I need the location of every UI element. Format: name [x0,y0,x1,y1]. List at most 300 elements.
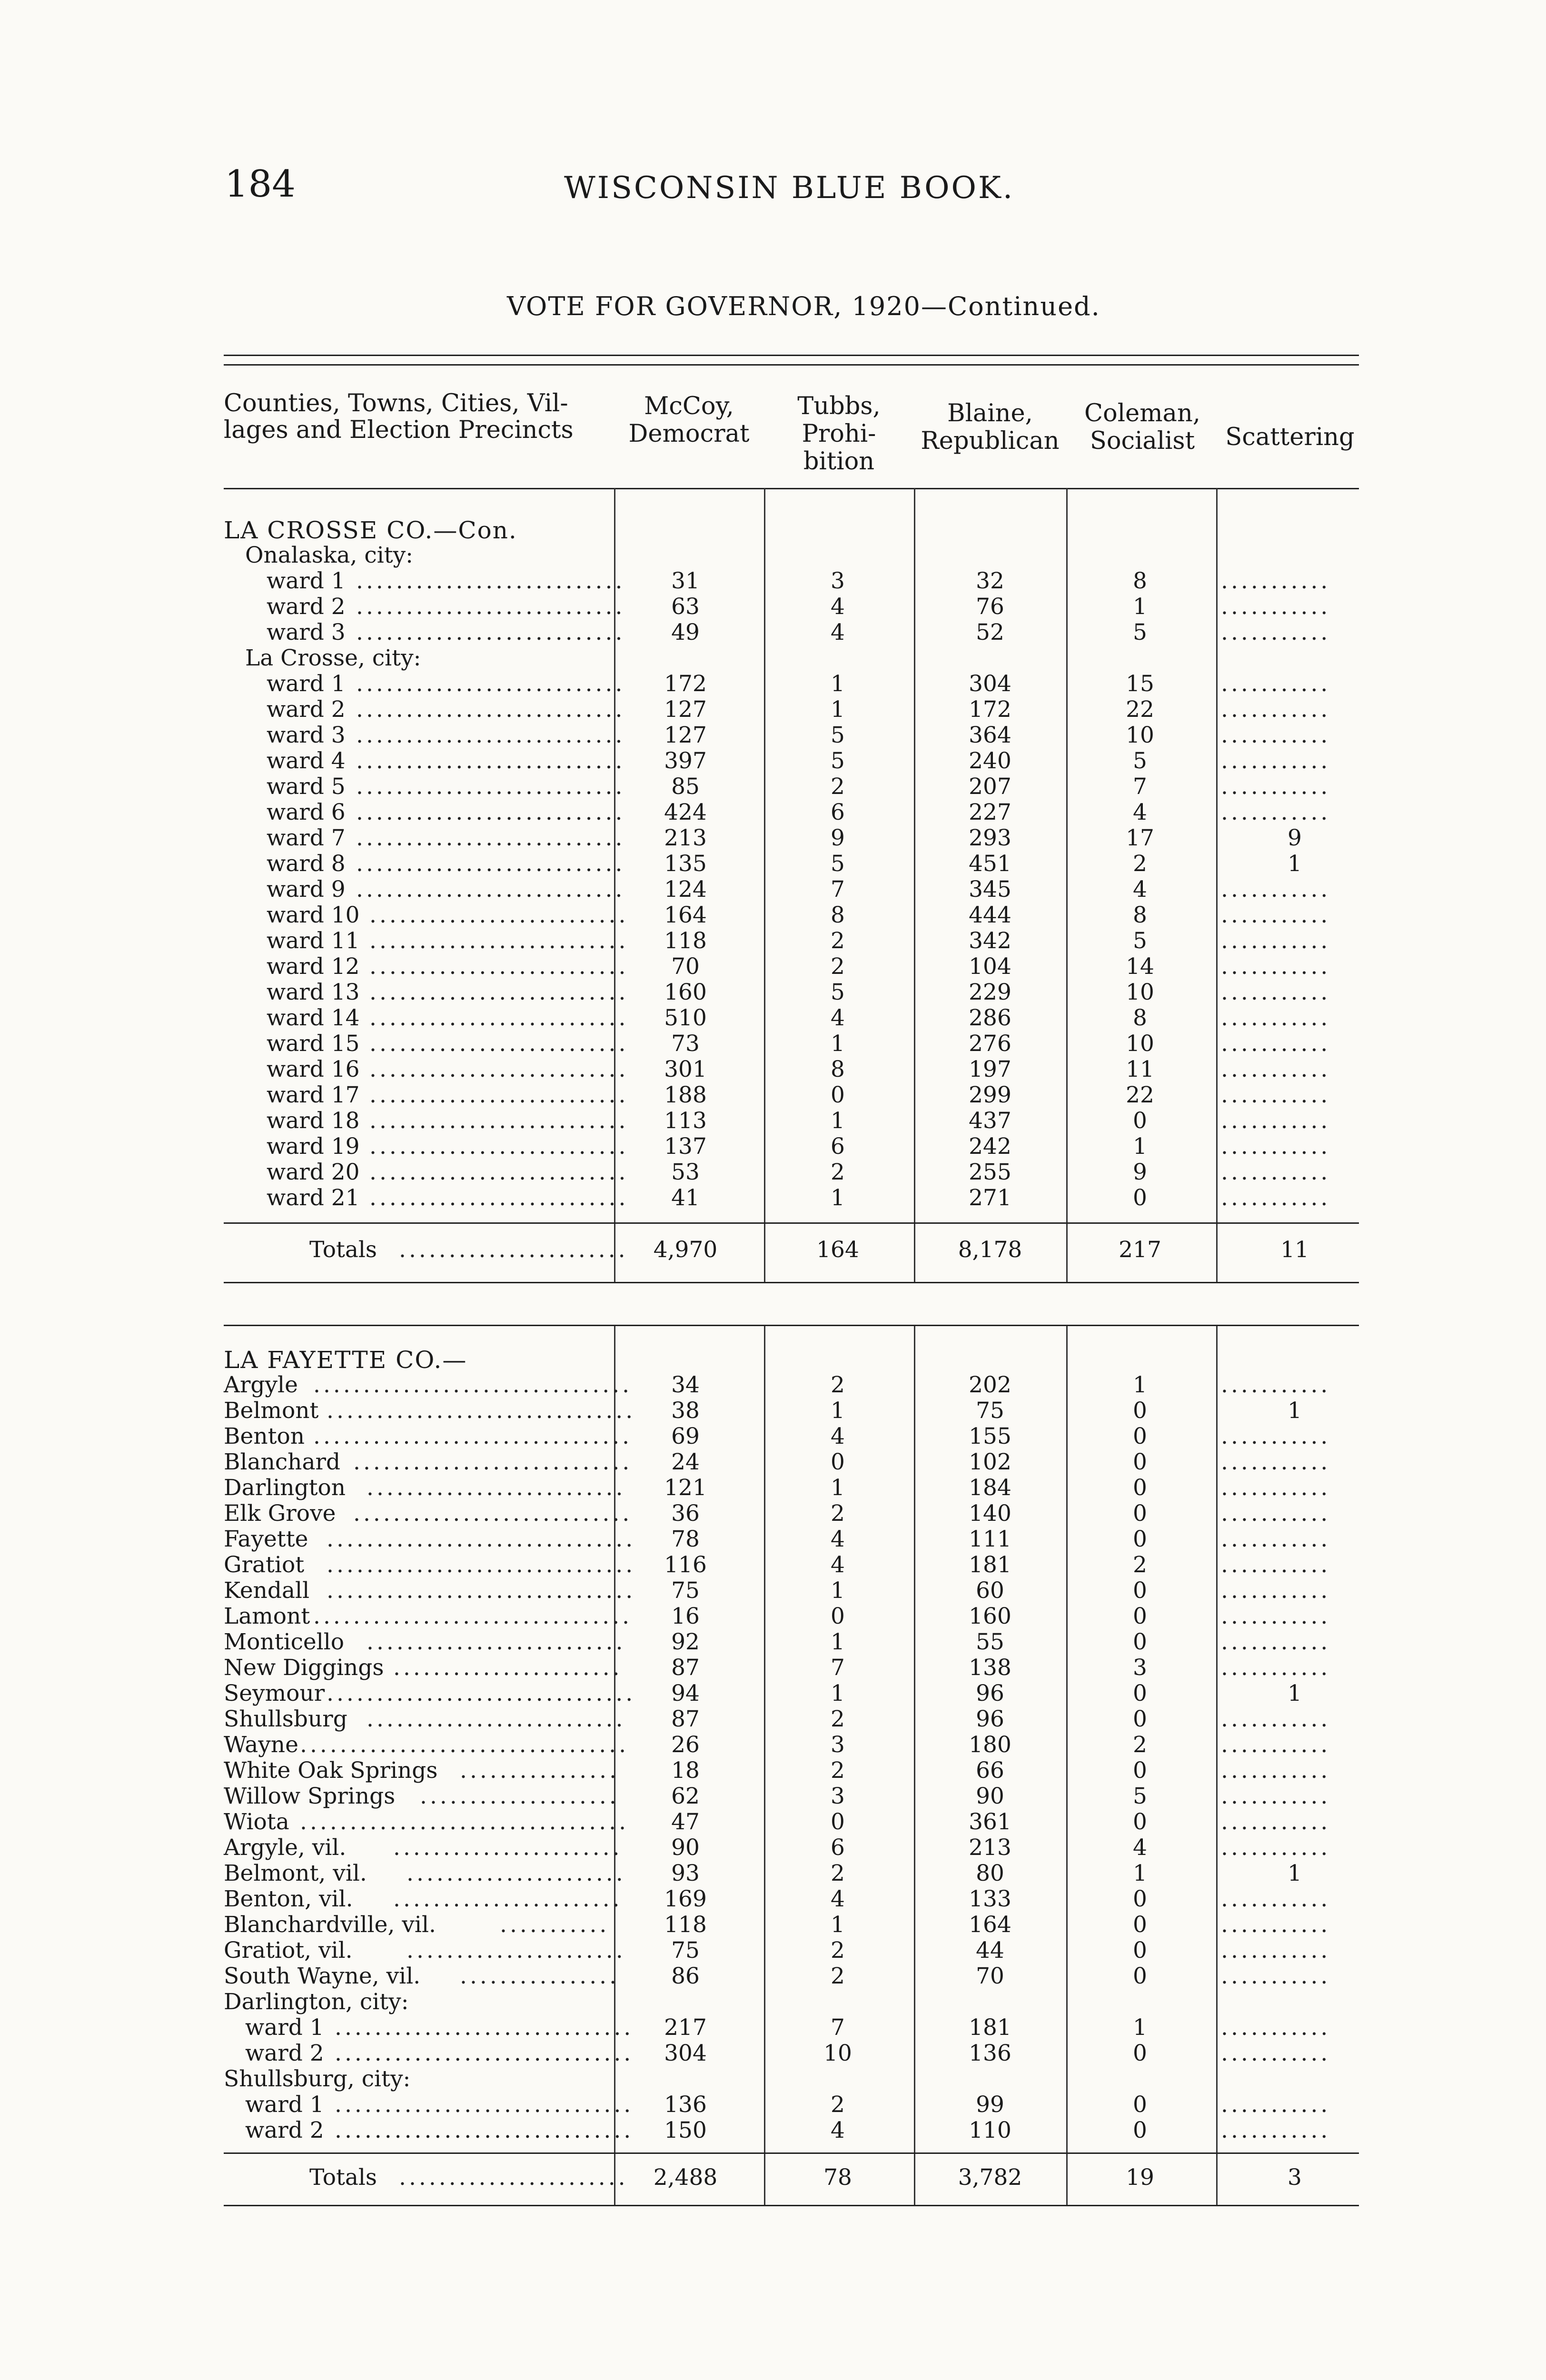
row-label: Monticello [224,1629,345,1655]
totals-row [0,1237,1546,1262]
cell-tubbs: 4 [831,1886,845,1912]
cell-coleman: 5 [1133,619,1147,645]
cell-blaine: 44 [976,1937,1004,1964]
cell-scattering-dots: ........... [1221,696,1331,723]
row-label: ward 16 [267,1056,360,1082]
cell-mccoy: 63 [671,594,700,620]
cell-tubbs: 3 [831,1783,845,1809]
table-row [0,568,1546,594]
cell-mccoy: 87 [671,1706,700,1732]
row-label: ward 14 [267,1005,360,1031]
row-label: ward 9 [267,876,346,902]
leader-dots: ................................ [313,1603,633,1629]
column-header-place: Counties, Towns, Cities, Vil- lages and Election Precincts [224,389,574,444]
cell-coleman: 11 [1126,1056,1154,1082]
cell-scattering: 1 [1288,851,1302,877]
cell-mccoy: 164 [664,902,707,928]
row-label: ward 19 [267,1133,360,1160]
cell-mccoy: 2,488 [653,2164,718,2191]
cell-scattering-dots: ........... [1221,1809,1331,1835]
table-row [0,1835,1546,1860]
cell-blaine: 304 [969,671,1011,697]
cell-blaine: 242 [969,1133,1011,1160]
cell-mccoy: 397 [664,748,707,774]
cell-coleman: 7 [1133,774,1147,800]
column-header-blaine: Blaine, Republican [921,399,1060,455]
cell-blaine: 437 [969,1108,1011,1134]
cell-mccoy: 135 [664,851,707,877]
cell-mccoy: 16 [671,1603,700,1629]
table-row [0,1031,1546,1056]
cell-tubbs: 0 [831,1603,845,1629]
cell-blaine: 3,782 [958,2164,1022,2191]
table-row [0,696,1546,722]
table-row [0,542,1546,568]
cell-scattering-dots: ........... [1221,1031,1331,1057]
table-row [0,1133,1546,1159]
cell-tubbs: 2 [831,1500,845,1527]
row-label: South Wayne, vil. [224,1963,421,1989]
cell-blaine: 102 [969,1449,1011,1475]
running-head: WISCONSIN BLUE BOOK. [564,170,1015,206]
cell-blaine: 172 [969,696,1011,723]
cell-mccoy: 53 [671,1159,700,1185]
row-label: Gratiot [224,1552,305,1578]
totals-rule [224,1222,1359,1224]
leader-dots: .......................... [369,979,629,1005]
table-row [0,799,1546,825]
table-row [0,1963,1546,1989]
cell-scattering-dots: ........... [1221,1133,1331,1160]
table-row [0,1886,1546,1912]
cell-scattering-dots: ........... [1221,1577,1331,1604]
cell-scattering-dots: ........... [1221,1732,1331,1758]
cell-coleman: 4 [1133,876,1147,902]
table-row [0,1082,1546,1108]
cell-mccoy: 113 [664,1108,707,1134]
row-label: Blanchard [224,1449,341,1475]
leader-dots: ................ [460,1757,620,1784]
cell-coleman: 0 [1133,2092,1147,2118]
cell-blaine: 229 [969,979,1011,1005]
table-row [0,1423,1546,1449]
cell-mccoy: 38 [671,1398,700,1424]
cell-tubbs: 2 [831,1372,845,1398]
cell-scattering-dots: ........... [1221,1056,1331,1082]
leader-dots: .......................... [369,902,629,928]
cell-tubbs: 2 [831,774,845,800]
cell-coleman: 22 [1126,1082,1154,1108]
table-row [0,1603,1546,1629]
cell-mccoy: 24 [671,1449,700,1475]
cell-scattering-dots: ........... [1221,1552,1331,1578]
row-label: ward 17 [267,1082,360,1108]
cell-tubbs: 7 [831,2014,845,2041]
table-row [0,1500,1546,1526]
cell-mccoy: 136 [664,2092,707,2118]
cell-coleman: 0 [1133,1757,1147,1784]
cell-tubbs: 6 [831,1835,845,1861]
cell-scattering-dots: ........... [1221,2014,1331,2041]
cell-blaine: 451 [969,851,1011,877]
cell-coleman: 8 [1133,568,1147,594]
cell-tubbs: 2 [831,953,845,980]
row-label: Blanchardville, vil. [224,1912,436,1938]
cell-coleman: 0 [1133,1706,1147,1732]
table-caption: VOTE FOR GOVERNOR, 1920—Continued. [507,291,1100,321]
cell-coleman: 0 [1133,1603,1147,1629]
cell-tubbs: 10 [823,2040,852,2066]
cell-blaine: 345 [969,876,1011,902]
cell-blaine: 136 [969,2040,1011,2066]
row-label: Belmont [224,1398,319,1424]
cell-tubbs: 4 [831,619,845,645]
cell-coleman: 2 [1133,1732,1147,1758]
row-label: Onalaska, city: [245,542,414,568]
leader-dots: .................... [420,1783,619,1809]
row-label: Argyle [224,1372,298,1398]
cell-mccoy: 31 [671,568,700,594]
row-label: Totals [309,2164,377,2191]
cell-tubbs: 5 [831,851,845,877]
table-row [0,1989,1546,2014]
cell-scattering-dots: ........... [1221,1937,1331,1964]
cell-coleman: 9 [1133,1159,1147,1185]
cell-mccoy: 304 [664,2040,707,2066]
cell-blaine: 90 [976,1783,1004,1809]
cell-tubbs: 2 [831,1937,845,1964]
cell-coleman: 0 [1133,1937,1147,1964]
cell-tubbs: 3 [831,1732,845,1758]
table-end-rule [224,2205,1359,2206]
row-label: ward 1 [267,671,346,697]
column-header-scattering: Scattering [1225,423,1355,451]
cell-tubbs: 2 [831,1159,845,1185]
cell-mccoy: 26 [671,1732,700,1758]
cell-blaine: 286 [969,1005,1011,1031]
row-label: Benton [224,1423,305,1449]
table-row [0,774,1546,799]
cell-coleman: 0 [1133,1398,1147,1424]
cell-scattering-dots: ........... [1221,1835,1331,1861]
leader-dots: ........................... [356,799,625,825]
table-row [0,1732,1546,1757]
cell-scattering-dots: ........... [1221,1449,1331,1475]
table-row [0,1552,1546,1577]
leader-dots: .......................... [369,1185,629,1211]
cell-scattering: 1 [1288,1680,1302,1706]
cell-tubbs: 9 [831,825,845,851]
cell-mccoy: 4,970 [653,1237,718,1263]
row-label: ward 5 [267,774,346,800]
cell-blaine: 138 [969,1655,1011,1681]
cell-mccoy: 92 [671,1629,700,1655]
leader-dots: .......................... [369,928,629,954]
leader-dots: ........................... [356,774,625,800]
table-row [0,2092,1546,2117]
cell-scattering-dots: ........... [1221,619,1331,645]
cell-scattering-dots: ........... [1221,1655,1331,1681]
cell-scattering-dots: ........... [1221,774,1331,800]
cell-mccoy: 18 [671,1757,700,1784]
top-rule-inner [224,364,1359,366]
section-top-rule [224,1325,1359,1326]
cell-blaine: 180 [969,1732,1011,1758]
leader-dots: ....................... [393,1835,623,1861]
cell-scattering-dots: ........... [1221,1963,1331,1989]
leader-dots: ...................... [406,1937,626,1964]
cell-coleman: 0 [1133,1185,1147,1211]
cell-scattering-dots: ........... [1221,2092,1331,2118]
cell-tubbs: 0 [831,1809,845,1835]
table-row [0,671,1546,696]
cell-scattering-dots: ........... [1221,1423,1331,1449]
table-row [0,1680,1546,1706]
table-row [0,825,1546,851]
leader-dots: .............................. [335,2092,634,2118]
cell-scattering-dots: ........... [1221,876,1331,902]
cell-scattering-dots: ........... [1221,953,1331,980]
cell-mccoy: 188 [664,1082,707,1108]
cell-tubbs: 4 [831,1526,845,1552]
cell-mccoy: 47 [671,1809,700,1835]
cell-mccoy: 62 [671,1783,700,1809]
cell-tubbs: 4 [831,2117,845,2143]
cell-tubbs: 1 [831,1577,845,1604]
cell-mccoy: 169 [664,1886,707,1912]
leader-dots: ................................ [313,1372,633,1398]
table-row [0,1577,1546,1603]
leader-dots: ............................ [353,1449,633,1475]
section-end-rule [224,1282,1359,1283]
cell-blaine: 227 [969,799,1011,825]
cell-tubbs: 0 [831,1082,845,1108]
cell-coleman: 0 [1133,1475,1147,1501]
cell-scattering-dots: ........... [1221,594,1331,620]
cell-blaine: 181 [969,2014,1011,2041]
cell-blaine: 75 [976,1398,1004,1424]
leader-dots: ........................... [356,851,625,877]
cell-mccoy: 172 [664,671,707,697]
cell-blaine: 202 [969,1372,1011,1398]
row-label: New Diggings [224,1655,384,1681]
cell-coleman: 0 [1133,1423,1147,1449]
cell-blaine: 96 [976,1706,1004,1732]
table-row [0,619,1546,645]
cell-coleman: 5 [1133,748,1147,774]
row-label: Gratiot, vil. [224,1937,353,1964]
cell-mccoy: 36 [671,1500,700,1527]
cell-blaine: 32 [976,568,1004,594]
cell-blaine: 133 [969,1886,1011,1912]
table-row [0,1757,1546,1783]
table-row [0,722,1546,748]
cell-blaine: 181 [969,1552,1011,1578]
cell-blaine: 240 [969,748,1011,774]
row-label: ward 1 [245,2092,324,2118]
leader-dots: ............................ [353,1500,633,1527]
top-rule [224,355,1359,356]
cell-tubbs: 1 [831,671,845,697]
cell-scattering-dots: ........... [1221,748,1331,774]
cell-coleman: 0 [1133,1449,1147,1475]
cell-scattering-dots: ........... [1221,928,1331,954]
column-header-tubbs: Tubbs, Prohi- bition [797,392,881,476]
leader-dots: .............................. [335,2040,634,2066]
table-row [0,748,1546,774]
cell-coleman: 10 [1126,722,1154,748]
cell-coleman: 0 [1133,1886,1147,1912]
leader-dots: ........................... [356,568,625,594]
row-label: ward 18 [267,1108,360,1134]
cell-mccoy: 75 [671,1937,700,1964]
cell-tubbs: 1 [831,1629,845,1655]
row-label: ward 7 [267,825,346,851]
row-label: Darlington [224,1475,346,1501]
table-row [0,979,1546,1005]
cell-mccoy: 94 [671,1680,700,1706]
table-row [0,1159,1546,1185]
cell-mccoy: 118 [664,1912,707,1938]
table-row [0,1185,1546,1210]
table-row [0,1655,1546,1680]
cell-tubbs: 2 [831,1757,845,1784]
cell-coleman: 5 [1133,928,1147,954]
cell-blaine: 207 [969,774,1011,800]
cell-blaine: 140 [969,1500,1011,1527]
cell-scattering-dots: ........... [1221,1005,1331,1031]
table-row [0,876,1546,902]
leader-dots: ........................... [356,619,625,645]
cell-mccoy: 217 [664,2014,707,2041]
row-label: ward 3 [267,722,346,748]
cell-blaine: 364 [969,722,1011,748]
row-label: Shullsburg [224,1706,347,1732]
row-label: ward 10 [267,902,360,928]
row-label: Kendall [224,1577,310,1604]
cell-coleman: 0 [1133,1680,1147,1706]
leader-dots: .......................... [367,1475,626,1501]
cell-scattering-dots: ........... [1221,902,1331,928]
table-row [0,851,1546,876]
cell-mccoy: 510 [664,1005,707,1031]
cell-mccoy: 118 [664,928,707,954]
table-row [0,1809,1546,1835]
table-row [0,2066,1546,2092]
cell-coleman: 1 [1133,2014,1147,2041]
cell-tubbs: 5 [831,979,845,1005]
cell-blaine: 96 [976,1680,1004,1706]
cell-scattering-dots: ........... [1221,1886,1331,1912]
leader-dots: ........................... [356,722,625,748]
cell-coleman: 10 [1126,1031,1154,1057]
cell-tubbs: 5 [831,722,845,748]
cell-tubbs: 4 [831,1005,845,1031]
cell-scattering-dots: ........... [1221,1159,1331,1185]
cell-coleman: 8 [1133,1005,1147,1031]
cell-tubbs: 4 [831,594,845,620]
leader-dots: ............................... [327,1552,636,1578]
cell-mccoy: 137 [664,1133,707,1160]
leader-dots: .......................... [369,1082,629,1108]
cell-blaine: 70 [976,1963,1004,1989]
cell-coleman: 1 [1133,594,1147,620]
cell-scattering-dots: ........... [1221,1706,1331,1732]
table-row [0,1475,1546,1500]
row-label: Seymour [224,1680,325,1706]
table-row [0,2014,1546,2040]
leader-dots: ............................... [327,1680,636,1706]
cell-coleman: 1 [1133,1372,1147,1398]
cell-blaine: 361 [969,1809,1011,1835]
cell-blaine: 66 [976,1757,1004,1784]
leader-dots: .......................... [369,1108,629,1134]
cell-scattering-dots: ........... [1221,1912,1331,1938]
cell-scattering-dots: ........... [1221,1082,1331,1108]
cell-mccoy: 87 [671,1655,700,1681]
cell-coleman: 1 [1133,1133,1147,1160]
cell-scattering-dots: ........... [1221,799,1331,825]
cell-tubbs: 5 [831,748,845,774]
leader-dots: ........................... [356,696,625,723]
cell-tubbs: 7 [831,876,845,902]
leader-dots: ....................... [399,1237,628,1263]
leader-dots: ...................... [406,1860,626,1886]
leader-dots: ................ [460,1963,620,1989]
cell-scattering-dots: ........... [1221,1372,1331,1398]
cell-tubbs: 4 [831,1552,845,1578]
row-label: ward 11 [267,928,360,954]
cell-scattering-dots: ........... [1221,1185,1331,1211]
cell-coleman: 0 [1133,1526,1147,1552]
table-row [0,928,1546,953]
table-row [0,1912,1546,1937]
cell-mccoy: 124 [664,876,707,902]
cell-blaine: 299 [969,1082,1011,1108]
row-label: Willow Springs [224,1783,396,1809]
cell-mccoy: 160 [664,979,707,1005]
table-row [0,902,1546,928]
cell-coleman: 0 [1133,1809,1147,1835]
cell-scattering-dots: ........... [1221,1108,1331,1134]
cell-mccoy: 78 [671,1526,700,1552]
cell-tubbs: 2 [831,1963,845,1989]
table-row [0,1629,1546,1655]
cell-coleman: 0 [1133,1500,1147,1527]
table-row [0,1860,1546,1886]
cell-tubbs: 1 [831,1680,845,1706]
cell-mccoy: 150 [664,2117,707,2143]
cell-tubbs: 8 [831,1056,845,1082]
cell-coleman: 0 [1133,1108,1147,1134]
leader-dots: ........................... [356,594,625,620]
row-label: La Crosse, city: [245,645,421,671]
row-label: Totals [309,1237,377,1263]
cell-coleman: 2 [1133,851,1147,877]
cell-tubbs: 2 [831,1706,845,1732]
cell-scattering: 11 [1280,1237,1309,1263]
row-label: Argyle, vil. [224,1835,347,1861]
cell-mccoy: 75 [671,1577,700,1604]
cell-mccoy: 121 [664,1475,707,1501]
cell-tubbs: 1 [831,1475,845,1501]
row-label: ward 2 [245,2040,324,2066]
table-row [0,1526,1546,1552]
cell-coleman: 14 [1126,953,1154,980]
row-label: Lamont [224,1603,310,1629]
leader-dots: ........................... [356,671,625,697]
table-row [0,645,1546,671]
